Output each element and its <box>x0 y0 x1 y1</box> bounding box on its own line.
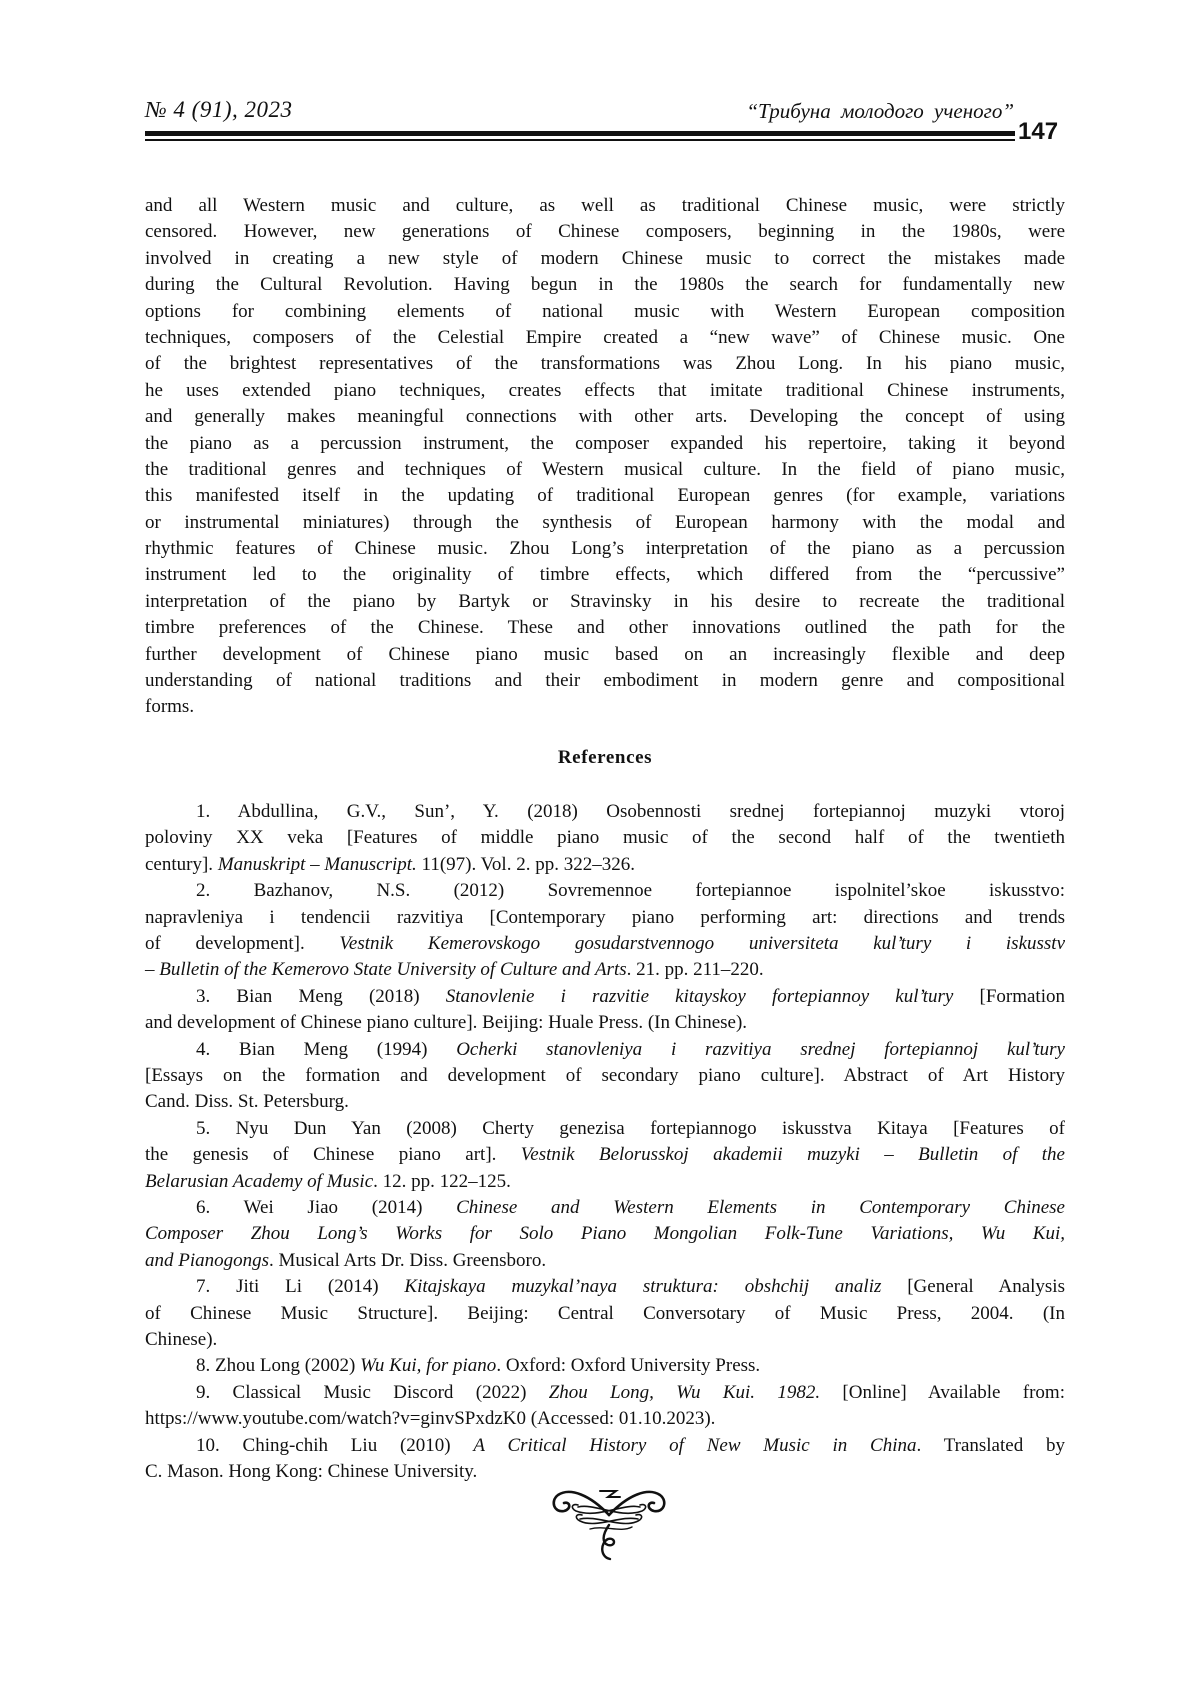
reference-text: 8. Zhou Long (2002) <box>196 1355 360 1376</box>
reference-line <box>145 825 1065 851</box>
reference-line <box>145 1248 1065 1274</box>
reference-text: [Online] Available from: <box>820 1382 1065 1403</box>
reference-text: of development]. <box>145 933 339 954</box>
reference-text: . Musical Arts Dr. Diss. Greensboro. <box>269 1250 546 1271</box>
body-text-line: the traditional genres and techniques of Western musical culture. In the field of piano music, <box>145 457 1065 483</box>
reference-line <box>145 1406 1065 1432</box>
body-text-line: instrument led to the originality of timbre effects, which differed from the “percussive” <box>145 562 1065 588</box>
reference-text: [Essays on the formation and development of secondary piano culture]. Abstract of Art History <box>145 1065 1065 1086</box>
reference-line <box>145 1274 1065 1300</box>
reference-text: of Chinese Music Structure]. Beijing: Central Conversotary of Music Press, 2004. (In <box>145 1303 1065 1324</box>
reference-text: . 21. pp. 211–220. <box>627 959 764 980</box>
reference-source-italic: Manuskript – Manuscript. <box>218 854 417 875</box>
body-text-line: during the Cultural Revolution. Having begun in the 1980s the search for fundamentally new <box>145 272 1065 298</box>
body-text-line: or instrumental miniatures) through the synthesis of European harmony with the modal and <box>145 510 1065 536</box>
reference-line <box>145 1301 1065 1327</box>
reference-text: 5. Nyu Dun Yan (2008) Cherty genezisa fortepiannogo iskusstva Kitaya [Features of <box>196 1118 1065 1139</box>
reference-item <box>145 984 1065 1037</box>
reference-item <box>145 878 1065 984</box>
body-text-line: techniques, composers of the Celestial Empire created a “new wave” of Chinese music. One <box>145 325 1065 351</box>
reference-line <box>145 1327 1065 1353</box>
body-text-line: and generally makes meaningful connections with other arts. Developing the concept of using <box>145 404 1065 430</box>
body-text-line: the piano as a percussion instrument, the composer expanded his repertoire, taking it beyond <box>145 431 1065 457</box>
journal-title: “Трибуна молодого ученого” <box>746 99 1014 124</box>
reference-text: C. Mason. Hong Kong: Chinese University. <box>145 1461 477 1482</box>
reference-line <box>145 1116 1065 1142</box>
body-text-line: and all Western music and culture, as well as traditional Chinese music, were strictly <box>145 193 1065 219</box>
reference-line <box>145 1010 1065 1036</box>
reference-line <box>145 957 1065 983</box>
reference-source-italic: Zhou Long, Wu Kui. 1982. <box>549 1382 820 1403</box>
body-text-line: options for combining elements of national music with Western European composition <box>145 299 1065 325</box>
header-rule-thin <box>145 139 1015 141</box>
reference-line <box>145 852 1065 878</box>
reference-source-italic: – Bulletin of the Kemerovo State University of Culture and Arts <box>145 959 627 980</box>
header-rule-thick <box>145 131 1015 136</box>
reference-line <box>145 905 1065 931</box>
page-number: 147 <box>1018 118 1058 146</box>
reference-line <box>145 1195 1065 1221</box>
reference-text: . 12. pp. 122–125. <box>373 1171 511 1192</box>
reference-text: and development of Chinese piano culture]. Beijing: Huale Press. (In Chinese). <box>145 1012 747 1033</box>
reference-text: Chinese). <box>145 1329 217 1350</box>
body-paragraph <box>145 193 1065 721</box>
reference-line <box>145 1380 1065 1406</box>
reference-text: 10. Ching-chih Liu (2010) <box>196 1435 473 1456</box>
reference-source-italic: Belarusian Academy of Music <box>145 1171 373 1192</box>
reference-item <box>145 1116 1065 1195</box>
reference-item <box>145 799 1065 878</box>
reference-source-italic: Chinese and Western Elements in Contemporary Chinese <box>456 1197 1065 1218</box>
reference-line <box>145 1353 1065 1379</box>
body-text-line: interpretation of the piano by Bartyk or Stravinsky in his desire to recreate the traditional <box>145 589 1065 615</box>
reference-text: 4. Bian Meng (1994) <box>196 1039 456 1060</box>
body-text-line: timbre preferences of the Chinese. These and other innovations outlined the path for the <box>145 615 1065 641</box>
body-text-line: of the brightest representatives of the transformations was Zhou Long. In his piano music, <box>145 351 1065 377</box>
reference-source-italic: Composer Zhou Long’s Works for Solo Piano Mongolian Folk-Tune Variations, Wu Kui, <box>145 1223 1065 1244</box>
reference-line <box>145 931 1065 957</box>
reference-line <box>145 878 1065 904</box>
reference-text: Cand. Diss. St. Petersburg. <box>145 1091 349 1112</box>
ornament-flourish-icon <box>550 1485 668 1563</box>
body-text-line: rhythmic features of Chinese music. Zhou Long’s interpretation of the piano as a percussion <box>145 536 1065 562</box>
reference-item <box>145 1195 1065 1274</box>
reference-line <box>145 1089 1065 1115</box>
reference-line <box>145 1169 1065 1195</box>
reference-text: 1. Abdullina, G.V., Sun’, Y. (2018) Osobennosti srednej fortepiannoj muzyki vtoroj <box>196 801 1065 822</box>
reference-source-italic: Kitajskaya muzykal’naya struktura: obshchij analiz <box>404 1276 881 1297</box>
reference-line <box>145 799 1065 825</box>
reference-line <box>145 1037 1065 1063</box>
reference-text: 6. Wei Jiao (2014) <box>196 1197 456 1218</box>
body-text-line: involved in creating a new style of modern Chinese music to correct the mistakes made <box>145 246 1065 272</box>
reference-text: 7. Jiti Li (2014) <box>196 1276 404 1297</box>
reference-line <box>145 1433 1065 1459</box>
reference-text: 9. Classical Music Discord (2022) <box>196 1382 549 1403</box>
reference-line <box>145 1063 1065 1089</box>
reference-text: . Translated by <box>917 1435 1066 1456</box>
reference-source-italic: Ocherki stanovleniya i razvitiya srednej fortepiannoj kul’tury <box>456 1039 1065 1060</box>
reference-source-italic: Stanovlenie i razvitie kitayskoy fortepiannoy kul’tury <box>446 986 954 1007</box>
reference-text: poloviny XX veka [Features of middle piano music of the second half of the twentieth <box>145 827 1065 848</box>
reference-text: 11(97). Vol. 2. pp. 322–326. <box>417 854 635 875</box>
body-text-line: he uses extended piano techniques, creates effects that imitate traditional Chinese instruments, <box>145 378 1065 404</box>
reference-text: . Oxford: Oxford University Press. <box>496 1355 760 1376</box>
reference-item <box>145 1353 1065 1379</box>
reference-text: [Formation <box>953 986 1065 1007</box>
reference-source-italic: Wu Kui, for piano <box>360 1355 496 1376</box>
body-text-line: forms. <box>145 694 1065 720</box>
references-list <box>145 799 1065 1485</box>
reference-source-italic: and Pianogongs <box>145 1250 269 1271</box>
reference-text: https://www.youtube.com/watch?v=ginvSPxdzK0 (Accessed: 01.10.2023). <box>145 1408 715 1429</box>
body-text-line: understanding of national traditions and their embodiment in modern genre and compositional <box>145 668 1065 694</box>
reference-item <box>145 1274 1065 1353</box>
reference-item <box>145 1037 1065 1116</box>
reference-text: 3. Bian Meng (2018) <box>196 986 446 1007</box>
reference-text: napravleniya i tendencii razvitiya [Contemporary piano performing art: directions and trends <box>145 907 1065 928</box>
reference-line <box>145 1142 1065 1168</box>
reference-line <box>145 984 1065 1010</box>
reference-text: 2. Bazhanov, N.S. (2012) Sovremennoe fortepiannoe ispolnitel’skoe iskusstvo: <box>196 880 1065 901</box>
references-heading: References <box>145 745 1065 771</box>
reference-source-italic: A Critical History of New Music in China <box>473 1435 916 1456</box>
body-text-line: this manifested itself in the updating of traditional European genres (for example, variations <box>145 483 1065 509</box>
reference-text: the genesis of Chinese piano art]. <box>145 1144 521 1165</box>
journal-issue: № 4 (91), 2023 <box>145 97 293 123</box>
reference-line <box>145 1221 1065 1247</box>
reference-item <box>145 1380 1065 1433</box>
body-text-line: further development of Chinese piano music based on an increasingly flexible and deep <box>145 642 1065 668</box>
reference-item <box>145 1433 1065 1486</box>
reference-line <box>145 1459 1065 1485</box>
reference-source-italic: Vestnik Belorusskoj akademii muzyki – Bulletin of the <box>521 1144 1065 1165</box>
reference-source-italic: Vestnik Kemerovskogo gosudarstvennogo universiteta kul’tury i iskusstv <box>339 933 1065 954</box>
reference-text: century]. <box>145 854 218 875</box>
body-text-line: censored. However, new generations of Chinese composers, beginning in the 1980s, were <box>145 219 1065 245</box>
reference-text: [General Analysis <box>881 1276 1065 1297</box>
